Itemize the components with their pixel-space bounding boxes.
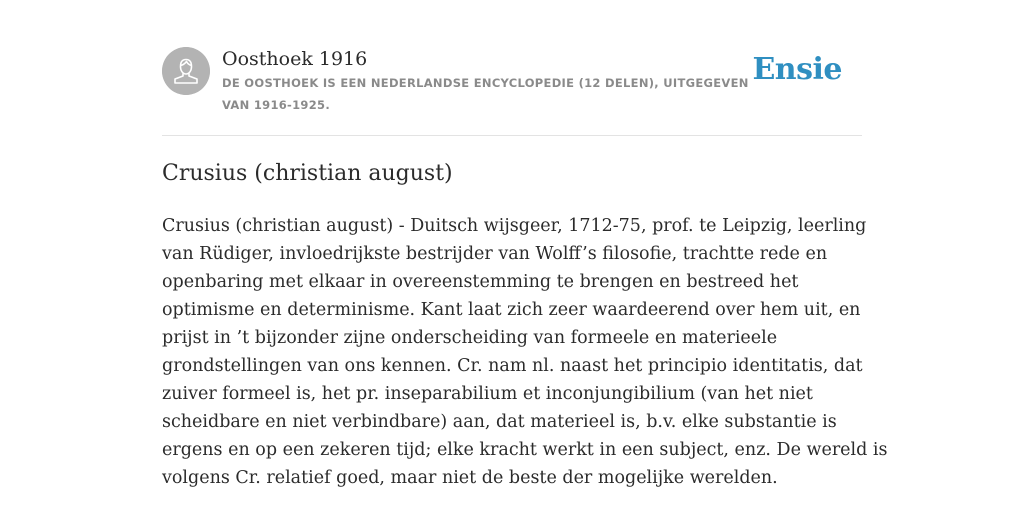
entry-body: [162, 212, 888, 492]
body-line: scheidbare en niet verbindbare) aan, dat materieel is, b.v. elke substantie is: [162, 412, 837, 432]
body-line: optimisme en determinisme. Kant laat zich zeer waardeerend over hem uit, en: [162, 300, 861, 320]
body-line: ergens en op een zekeren tijd; elke kracht werkt in een subject, enz. De wereld is: [162, 440, 888, 460]
divider: [162, 135, 862, 136]
body-line: zuiver formeel is, het pr. inseparabilium et inconjungibilium (van het niet: [162, 384, 813, 404]
body-line: Crusius (christian august) - Duitsch wijsgeer, 1712-75, prof. te Leipzig, leerling: [162, 216, 867, 236]
entry-title: Crusius (christian august): [162, 161, 453, 186]
source-header: [162, 44, 862, 134]
body-line: openbaring met elkaar in overeenstemming te brengen en bestreed het: [162, 272, 799, 292]
body-line: grondstellingen van ons kennen. Cr. nam nl. naast het principio identitatis, dat: [162, 356, 863, 376]
ensie-logo[interactable]: Ensie: [752, 52, 842, 87]
body-line: volgens Cr. relatief goed, maar niet de beste der mogelijke werelden.: [162, 468, 778, 488]
body-line: prijst in ’t bijzonder zijne onderscheiding van formeele en materieele: [162, 328, 778, 348]
body-line: van Rüdiger, invloedrijkste bestrijder van Wolff’s filosofie, trachtte rede en: [162, 244, 828, 264]
user-icon: [162, 47, 210, 95]
source-title[interactable]: Oosthoek 1916: [222, 48, 368, 70]
source-description: DE OOSTHOEK IS EEN NEDERLANDSE ENCYCLOPEDIE (12 DELEN), UITGEGEVEN VAN 1916-1925.: [222, 76, 749, 112]
